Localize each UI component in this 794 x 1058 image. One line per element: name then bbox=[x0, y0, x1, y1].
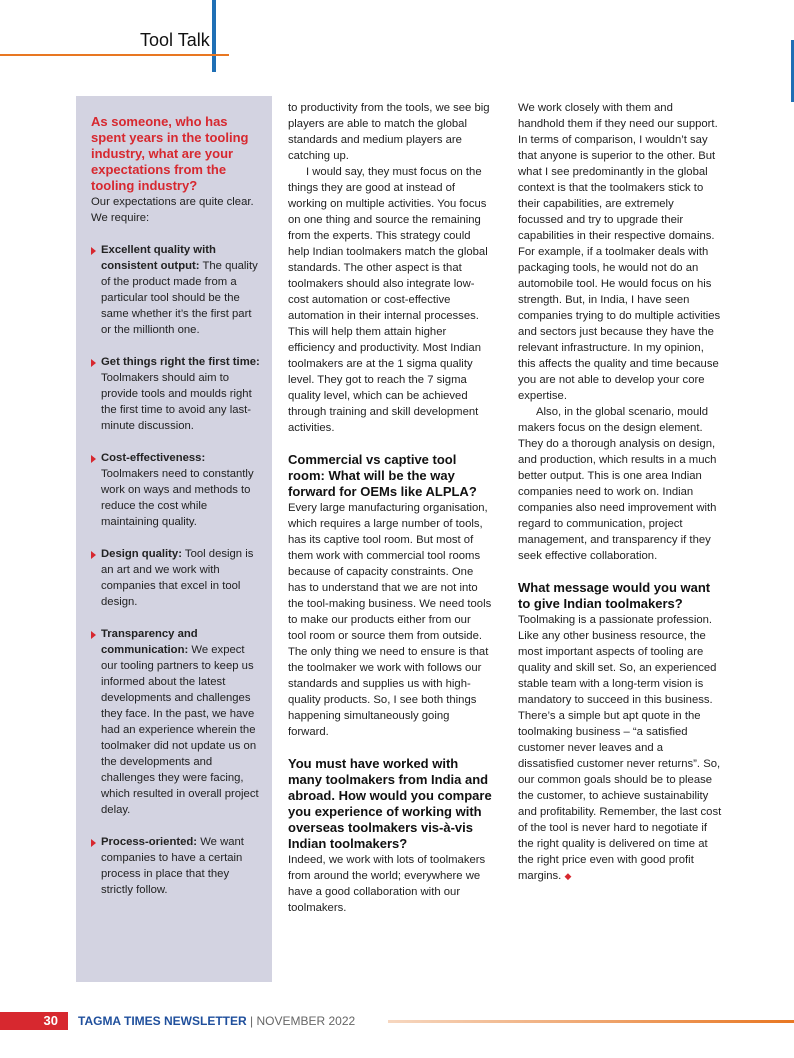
item-text: We want companies to have a certain process in place that they strictly follow. bbox=[101, 836, 244, 896]
footer-separator: | bbox=[246, 1014, 257, 1028]
sidebar-intro: Our expectations are quite clear. We require: bbox=[91, 196, 254, 224]
list-item bbox=[91, 242, 263, 338]
item-heading: Transparency and communication: bbox=[101, 628, 198, 656]
header-divider-horizontal bbox=[0, 54, 229, 56]
sidebar-question: As someone, who has spent years in the tooling industry, what are your expectations from the tooling industry? bbox=[91, 114, 249, 193]
paragraph: I would say, they must focus on the things they are good at instead of working on multiple activities. You focus on one thing and source the remaining from the experts. This strategy could help Indian toolmakers match the global standards. The other aspect is that toolmakers should also integrate low-cost automation or cost-effective automation in their internal processes. This will help them attain higher efficiency and productivity. Most Indian toolmakers are at the 1 sigma quality level. They got to reach the 7 sigma quality level, which can be achieved through training and skill development activities. bbox=[288, 166, 488, 434]
item-text: We expect our tooling partners to keep us informed about the latest developments and challenges they face. In the past, we have had an experience wherein the toolmaker did not update us on the developments and challenges they were facing, which resulted in overall project delay. bbox=[101, 644, 259, 816]
list-item bbox=[91, 450, 263, 530]
header-divider-vertical bbox=[212, 0, 216, 72]
issue-date: NOVEMBER 2022 bbox=[256, 1014, 356, 1028]
bullet-arrow-icon bbox=[91, 839, 96, 847]
sidebar-box bbox=[76, 96, 272, 982]
page-number-badge bbox=[0, 1012, 68, 1030]
item-heading: Get things right the first time: bbox=[101, 356, 260, 368]
article-column-2 bbox=[288, 100, 492, 916]
bullet-arrow-icon bbox=[91, 359, 96, 367]
paragraph-text: Toolmaking is a passionate profession. Like any other business resource, the most important aspects of tooling are quality and skill set. So, an experienced stable team with a long-term vision is mandatory to succeed in this business. There’s a simple but apt quote in the toolmaking business – “a satisfied customer never leaves and a dissatisfied customer never returns”. So, our common goals should be to please the customer, to achieve sustainability and profitability. Remember, the last cost of the tool is never hard to negotiate if the right quality is delivered on time at the right price even with good profit margins. bbox=[518, 614, 722, 882]
item-heading: Process-oriented: bbox=[101, 836, 198, 848]
end-diamond-icon: ◆ bbox=[564, 871, 572, 881]
question-heading: What message would you want to give Indian toolmakers? bbox=[518, 580, 711, 611]
item-text: Toolmakers need to constantly work on ways and methods to reduce the cost while maintaining quality. bbox=[101, 468, 254, 528]
footer-gradient-line bbox=[388, 1020, 794, 1023]
item-text: The quality of the product made from a particular tool should be the same whether it’s the first part or the millionth one. bbox=[101, 260, 258, 336]
bullet-arrow-icon bbox=[91, 551, 96, 559]
list-item bbox=[91, 626, 263, 818]
expectations-list bbox=[91, 242, 263, 898]
article-column-3 bbox=[518, 100, 722, 884]
paragraph: Indeed, we work with lots of toolmakers from around the world; everywhere we have a good collaboration with our toolmakers. bbox=[288, 854, 486, 914]
paragraph: Every large manufacturing organisation, which requires a large number of tools, has its captive tool room. But most of them work with commercial tool rooms because of capacity constraints. One has to understand that we are not into the tool-making business. We need tools to make our products either from our tool room or source them from outside. The only thing we need to ensure is that the toolmaker we work with follows our standards and supplies us with high-quality products. So, I see both things happening simultaneously going forward. bbox=[288, 502, 492, 738]
list-item bbox=[91, 354, 263, 434]
item-text: Tool design is an art and we work with companies that excel in tool design. bbox=[101, 548, 254, 608]
paragraph: to productivity from the tools, we see big players are able to match the global standards and medium players are catching up. bbox=[288, 102, 490, 162]
question-heading: Commercial vs captive tool room: What will be the way forward for OEMs like ALPLA? bbox=[288, 452, 477, 499]
section-title: Tool Talk bbox=[140, 30, 210, 50]
item-text: Toolmakers should aim to provide tools and moulds right the first time to avoid any last-minute discussion. bbox=[101, 372, 252, 432]
item-heading: Cost-effectiveness: bbox=[101, 452, 206, 464]
bullet-arrow-icon bbox=[91, 247, 96, 255]
bullet-arrow-icon bbox=[91, 455, 96, 463]
item-heading: Excellent quality with consistent output: bbox=[101, 244, 216, 272]
paragraph bbox=[518, 612, 722, 884]
bullet-arrow-icon bbox=[91, 631, 96, 639]
publication-name: TAGMA TIMES NEWSLETTER bbox=[78, 1014, 247, 1028]
page-number: 30 bbox=[43, 1013, 58, 1028]
paragraph: Also, in the global scenario, mould makers focus on the design element. They do a thorough analysis on design, and production, which results in a much better output. This is one area Indian companies need to work on. Indian companies also need improvement with regard to communication, project management, and transparency if they seek effective collaboration. bbox=[518, 406, 717, 562]
question-heading: You must have worked with many toolmakers from India and abroad. How would you compare you experience of working with overseas toolmakers vis-à-vis Indian toolmakers? bbox=[288, 756, 492, 851]
item-heading: Design quality: bbox=[101, 548, 182, 560]
list-item bbox=[91, 546, 263, 610]
list-item bbox=[91, 834, 263, 898]
paragraph: We work closely with them and handhold them if they need our support. In terms of comparison, I wouldn’t say that anyone is superior to the other. But what I see predominantly in the global context is that the toolmakers stick to their capabilities, are extremely focussed and try to upgrade their capabilities in their respective domains. For example, if a toolmaker deals with packaging tools, he would not do an automobile tool. He would focus on his strength. But, in India, I have seen companies trying to do multiple activities and sectors just because they have the relevant infrastructure. In my opinion, this affects the quality and time because you are not able to develop your core expertise. bbox=[518, 102, 721, 402]
footer-publication bbox=[78, 1014, 355, 1028]
